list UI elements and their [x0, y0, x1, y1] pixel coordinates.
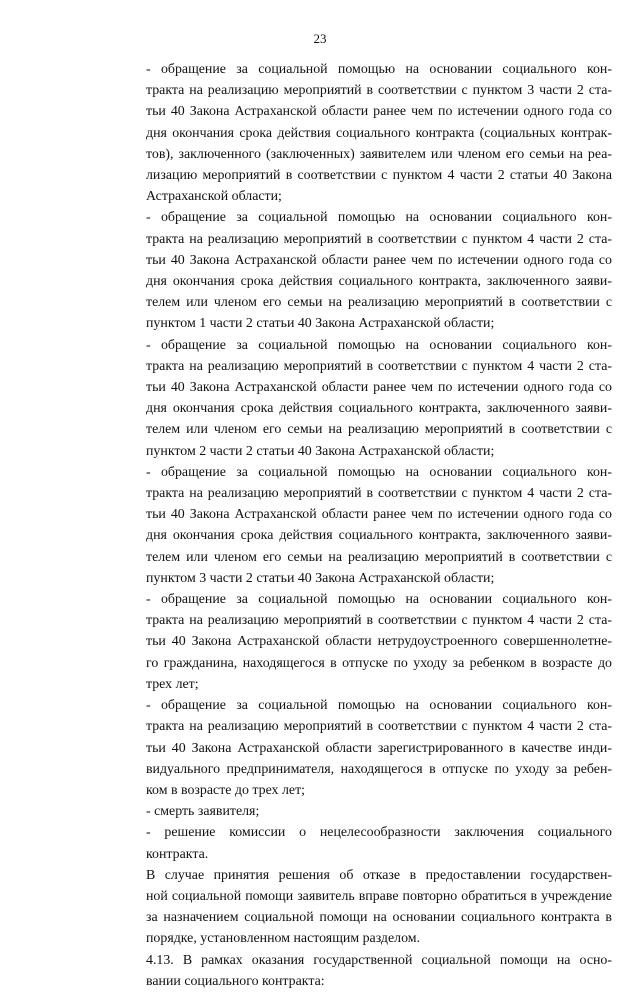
text-line: - обращение за социальной помощью на основании социального кон- — [146, 592, 612, 608]
text-line: - решение комиссии о нецелесообразности заключения социального — [146, 825, 612, 841]
text-line: лизацию мероприятий в соответствии с пунктом 4 части 2 статьи 40 Закона — [146, 168, 612, 184]
text-line: - обращение за социальной помощью на основании социального кон- — [146, 62, 612, 77]
text-line: В случае принятия решения об отказе в предоставлении государствен- — [146, 867, 612, 883]
text-line: тракта на реализацию мероприятий в соответствии с пунктом 4 части 2 ста- — [146, 719, 612, 735]
paragraph — [111, 801, 612, 822]
paragraph — [111, 950, 612, 992]
text-line: дня окончания срока действия социального контракта, заключенного заяви- — [146, 528, 612, 544]
paragraph — [111, 865, 612, 950]
paragraph — [111, 462, 612, 589]
text-line: дня окончания срока действия социального контракта (социальных контрак- — [146, 125, 612, 141]
text-line: ком в возрасте до трех лет; — [146, 782, 305, 798]
paragraph — [111, 207, 612, 334]
text-line: пунктом 1 части 2 статьи 40 Закона Астраханской области; — [146, 316, 495, 332]
text-line: тракта на реализацию мероприятий в соответствии с пунктом 4 части 2 ста- — [146, 358, 612, 374]
text-line: трех лет; — [146, 676, 199, 692]
text-line: тьи 40 Закона Астраханской области ранее чем по истечении одного года со — [146, 507, 612, 523]
text-line: дня окончания срока действия социального контракта, заключенного заяви- — [146, 274, 612, 290]
text-line: тьи 40 Закона Астраханской области нетрудоустроенного совершеннолетне- — [146, 634, 612, 650]
text-line: тракта на реализацию мероприятий в соответствии с пунктом 4 части 2 ста- — [146, 231, 612, 247]
text-line: тракта на реализацию мероприятий в соответствии с пунктом 4 части 2 ста- — [146, 613, 612, 629]
text-line: телем или членом его семьи на реализацию мероприятий в соответствии с — [146, 295, 612, 311]
document-body — [111, 59, 612, 992]
text-line: - обращение за социальной помощью на основании социального кон- — [146, 464, 612, 480]
paragraph — [111, 589, 612, 695]
paragraph — [111, 59, 612, 207]
text-line: телем или членом его семьи на реализацию мероприятий в соответствии с — [146, 549, 612, 565]
paragraph — [111, 335, 612, 462]
paragraph — [111, 822, 612, 864]
text-line: телем или членом его семьи на реализацию мероприятий в соответствии с — [146, 422, 612, 438]
text-line: 4.13. В рамках оказания государственной социальной помощи на осно- — [146, 952, 612, 968]
text-line: контракта. — [146, 846, 209, 862]
paragraph — [111, 695, 612, 801]
text-line: видуального предпринимателя, находящегося в отпуске по уходу за ребен- — [146, 761, 612, 777]
text-line: порядке, установленном настоящим разделом. — [146, 931, 421, 947]
text-line: вании социального контракта: — [146, 973, 325, 989]
text-line: тракта на реализацию мероприятий в соответствии с пунктом 4 части 2 ста- — [146, 486, 612, 502]
text-line: - обращение за социальной помощью на основании социального кон- — [146, 337, 612, 353]
text-line: ной социальной помощи заявитель вправе повторно обратиться в учреждение — [146, 888, 612, 904]
text-line: пунктом 3 части 2 статьи 40 Закона Астраханской области; — [146, 570, 495, 586]
text-line: тракта на реализацию мероприятий в соответствии с пунктом 3 части 2 ста- — [146, 83, 612, 99]
text-line: тов), заключенного (заключенных) заявителем или членом его семьи на реа- — [146, 146, 612, 162]
text-line: - обращение за социальной помощью на основании социального кон- — [146, 698, 612, 714]
text-line: - смерть заявителя; — [146, 804, 260, 820]
text-line: го гражданина, находящегося в отпуске по уходу за ребенком в возрасте до — [146, 655, 612, 671]
text-line: тьи 40 Закона Астраханской области ранее чем по истечении одного года со — [146, 104, 612, 120]
text-line: тьи 40 Закона Астраханской области зарегистрированного в качестве инди- — [146, 740, 612, 756]
text-line: дня окончания срока действия социального контракта, заключенного заяви- — [146, 401, 612, 417]
text-line: тьи 40 Закона Астраханской области ранее чем по истечении одного года со — [146, 380, 612, 396]
text-line: тьи 40 Закона Астраханской области ранее чем по истечении одного года со — [146, 252, 612, 268]
text-line: пунктом 2 части 2 статьи 40 Закона Астраханской области; — [146, 443, 495, 459]
page-number: 23 — [313, 31, 327, 46]
text-line: - обращение за социальной помощью на основании социального кон- — [146, 210, 612, 226]
text-line: за назначением социальной помощи на основании социального контракта в — [146, 910, 612, 926]
text-line: Астраханской области; — [146, 189, 282, 205]
